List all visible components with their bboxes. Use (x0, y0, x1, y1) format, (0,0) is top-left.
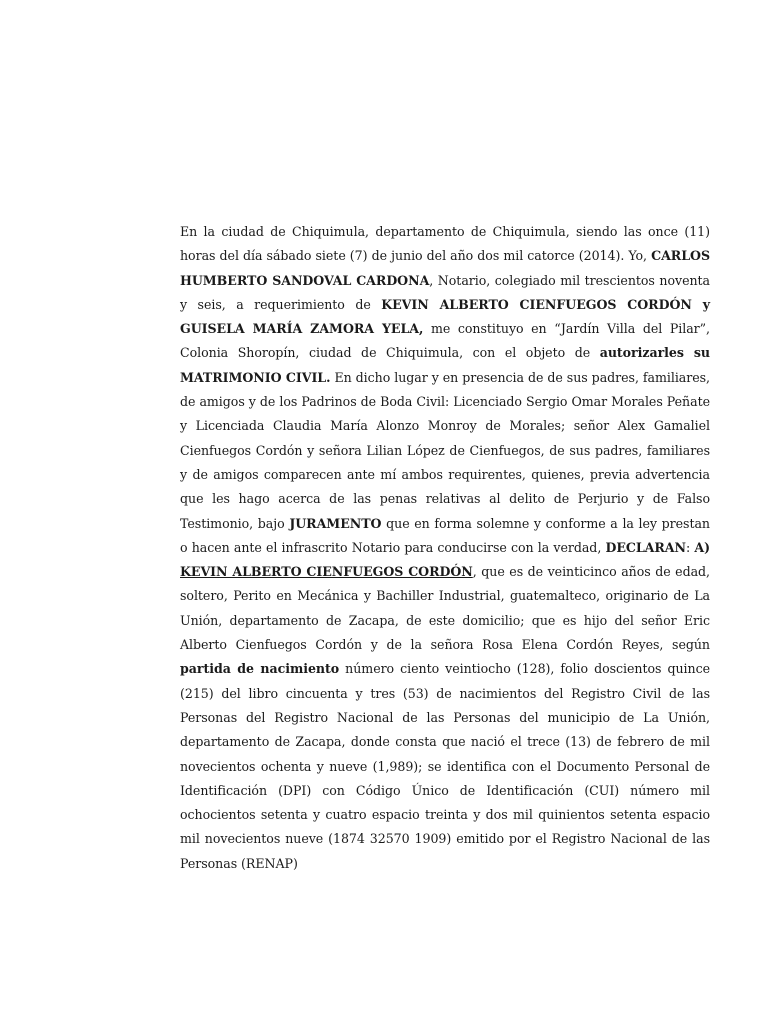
declarant-name: KEVIN ALBERTO CIENFUEGOS CORDÓN (180, 564, 473, 580)
purpose-text: autorizarles su MATRIMONIO CIVIL. (180, 345, 710, 385)
text-segment: En la ciudad de Chiquimula, departamento de Chiquimula, siendo las once (11) horas del día sábado siete (7) de junio del año dos mil catorce (2014). Yo, (180, 224, 710, 264)
declare-keyword: DECLARAN (605, 539, 686, 555)
text-segment: me constituyo en “Jardín Villa del Pilar”, Colonia Shoropín, ciudad de Chiquimula, con el objeto de (180, 321, 710, 361)
text-segment: En dicho lugar y en presencia de de sus padres, familiares, de amigos y de los Padrinos de Boda Civil: Licenciado Sergio Omar Morales Peñate y Licenciada Claudia María Alonzo Monroy de Morales; señor Alex Gamaliel Cienfuegos Cordón y señora Lilian López de Cienfuegos, de sus padres, familiares y de amigos comparecen ante mí ambos requirentes, quienes, previa advertencia que les hago acerca de las penas relativas al delito de Perjurio y de Falso Testimonio, bajo (180, 369, 710, 531)
text-segment: , que es de veinticinco años de edad, soltero, Perito en Mecánica y Bachiller Industrial, guatemalteco, originario de La Unión, departamento de Zacapa, de este domicilio; que es hijo del señor Eric Alberto Cienfuegos Cordón y de la señora Rosa Elena Cordón Reyes, según (180, 564, 711, 653)
oath-keyword: JURAMENTO (289, 515, 382, 531)
section-marker: A) (694, 539, 710, 555)
text-segment: , Notario, colegiado mil trescientos noventa y seis, a requerimiento de (180, 272, 710, 312)
document-body (180, 220, 710, 876)
text-segment: número ciento veintiocho (128), folio doscientos quince (215) del libro cincuenta y tres (53) de nacimientos del Registro Civil de las Personas del Registro Nacional de las Personas del municipio de La Unión, departamento de Zacapa, donde consta que nació el trece (13) de febrero de mil novecientos ochenta y nueve (1,989); se identifica con el Documento Personal de Identificación (DPI) con Código Único de Identificación (CUI) número mil ochocientos setenta y cuatro espacio treinta y dos mil quinientos setenta espacio mil novecientos nueve (1874 32570 1909) emitido por el Registro Nacional de las Personas (RENAP) (180, 661, 710, 871)
requirents-names: KEVIN ALBERTO CIENFUEGOS CORDÓN y GUISELA MARÍA ZAMORA YELA, (180, 296, 710, 337)
notary-name: CARLOS HUMBERTO SANDOVAL CARDONA (180, 248, 710, 288)
birth-record-term: partida de nacimiento (180, 661, 340, 677)
text-segment: : (685, 539, 695, 555)
text-segment: que en forma solemne y conforme a la ley prestan o hacen ante el infrascrito Notario para conducirse con la verdad, (180, 515, 710, 555)
